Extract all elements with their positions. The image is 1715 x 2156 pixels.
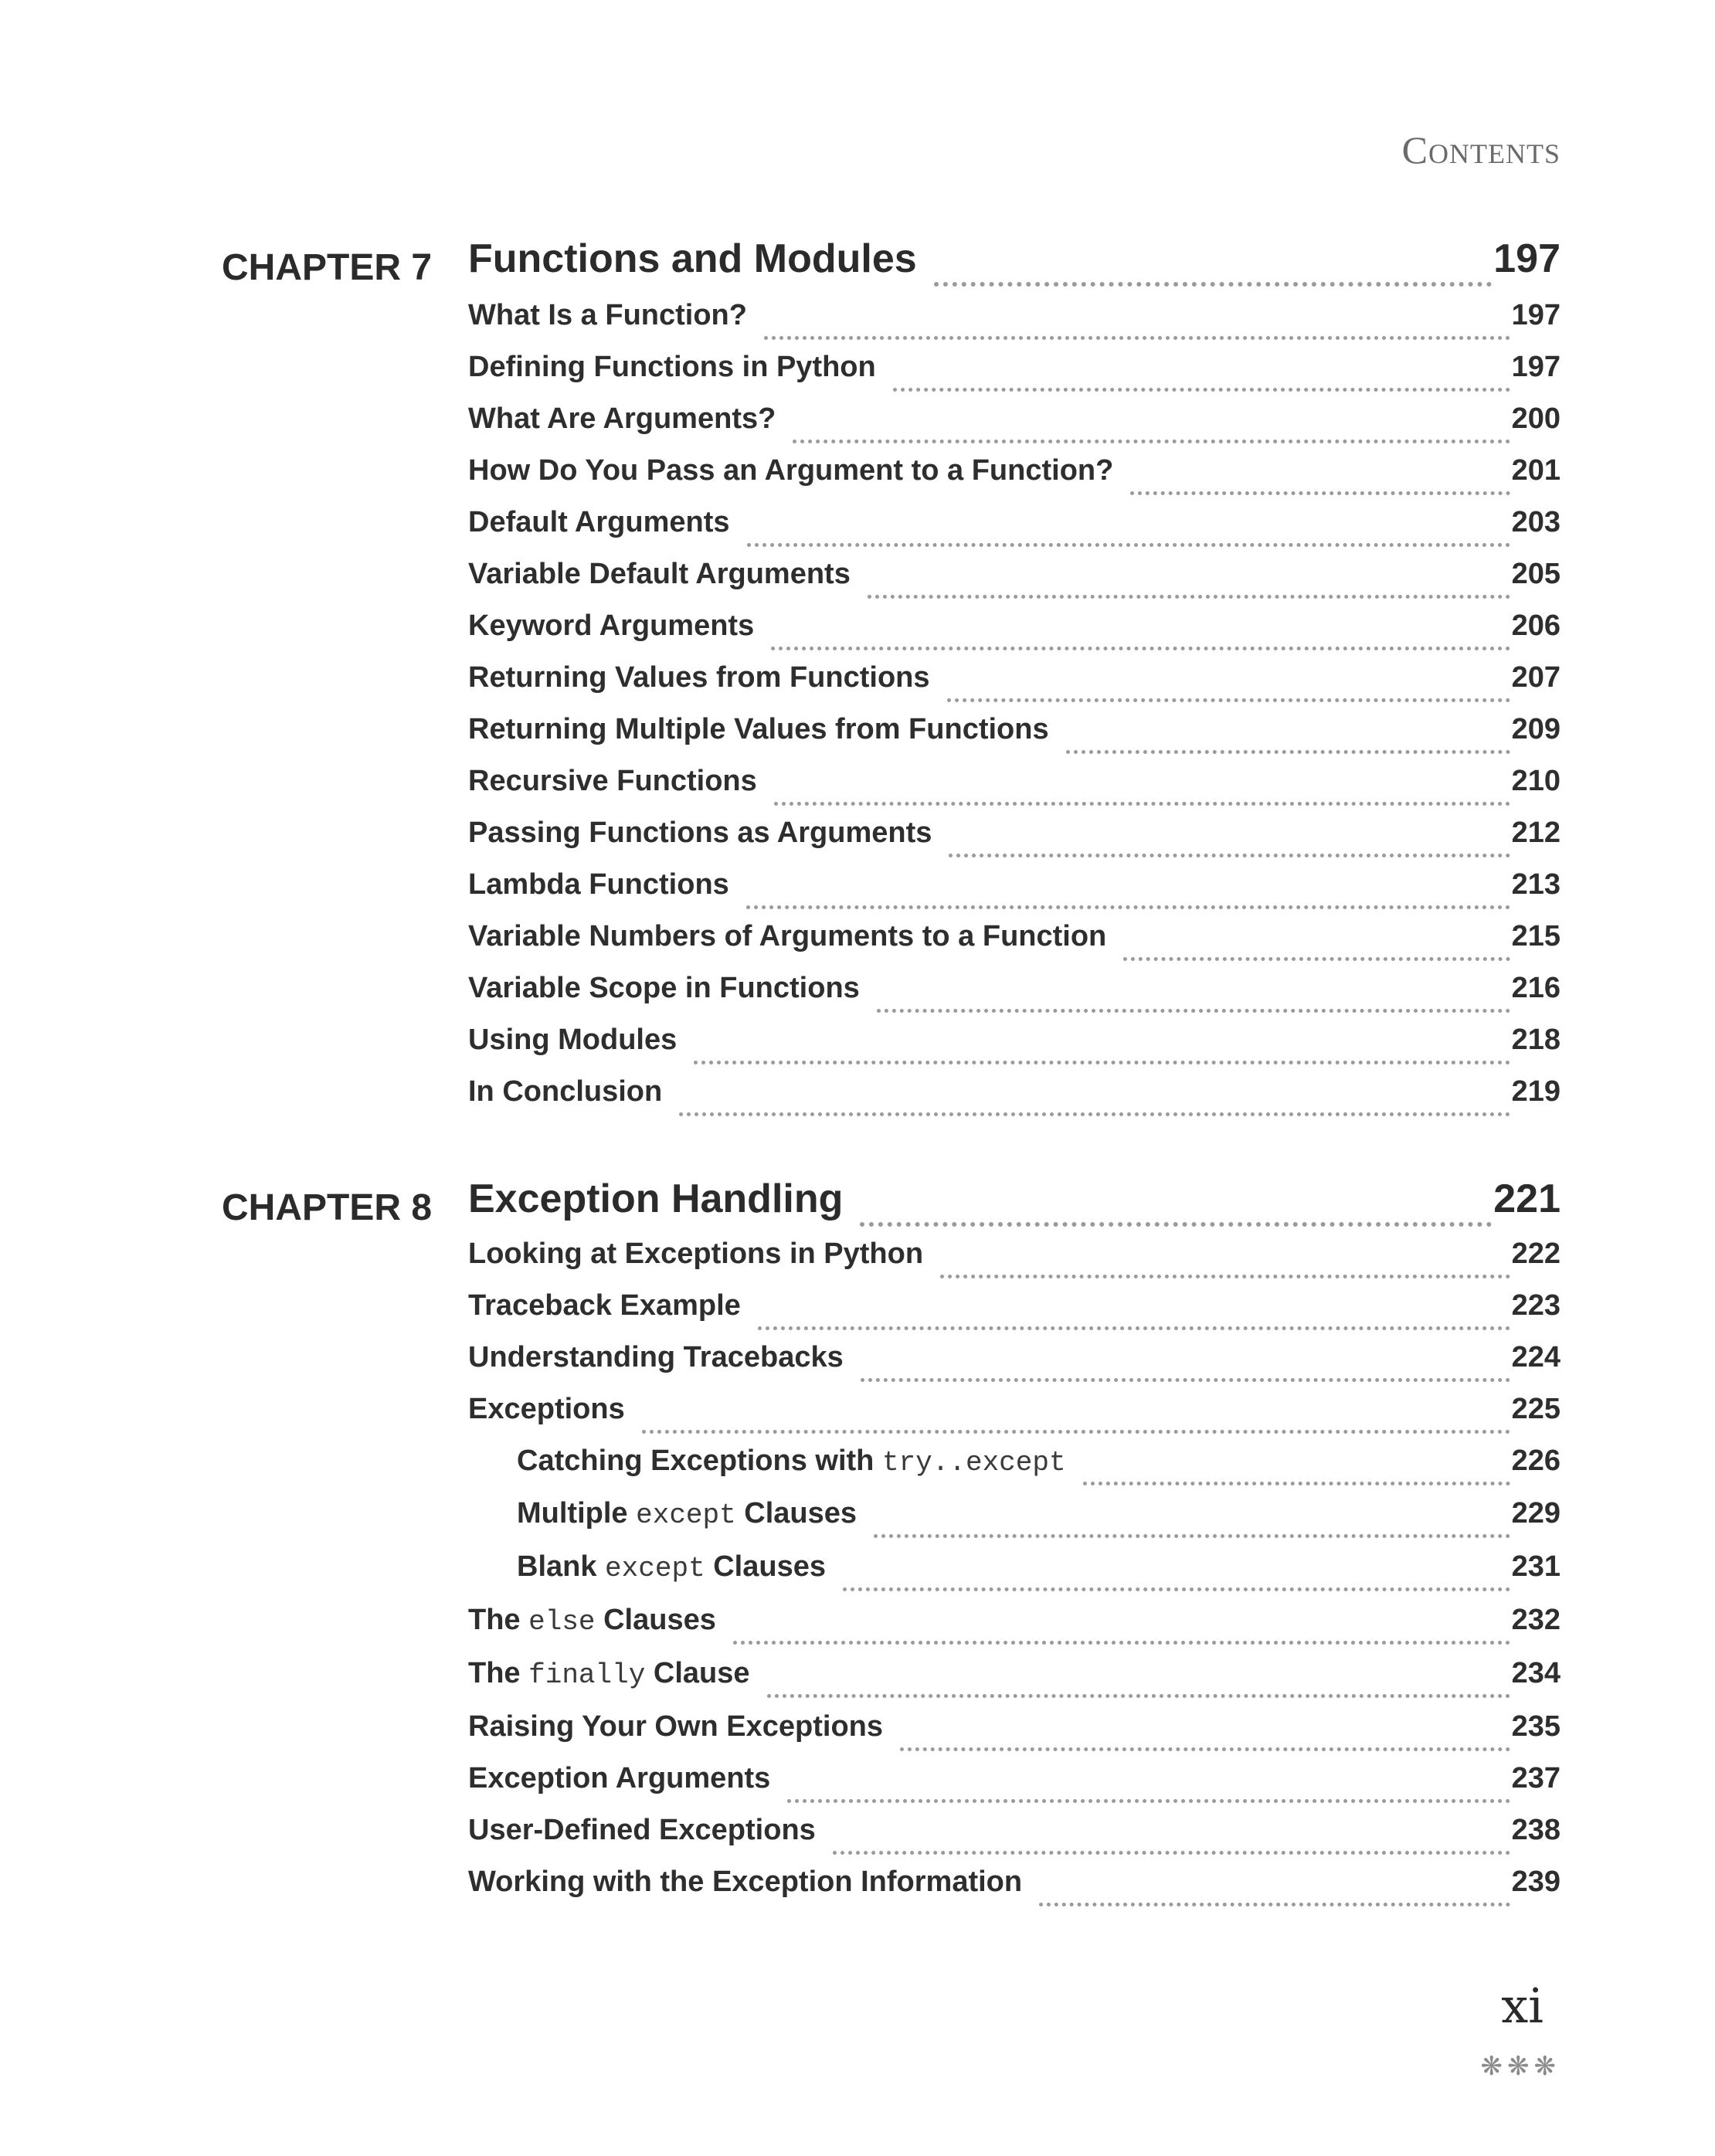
toc-entry[interactable] (468, 1341, 1560, 1393)
entry-title: Understanding Tracebacks (468, 1341, 844, 1373)
toc-subentry[interactable] (517, 1550, 1560, 1602)
entry-page: 229 (1511, 1497, 1560, 1530)
entry-title (517, 1497, 857, 1531)
entry-title-text: The (468, 1657, 529, 1689)
toc-entry[interactable] (468, 351, 1560, 402)
dot-leader (860, 1222, 1492, 1227)
dot-leader (833, 1851, 1510, 1855)
page-number: xi (1501, 1978, 1544, 2034)
entry-title: Variable Scope in Functions (468, 972, 860, 1004)
chapter-label: CHAPTER 7 (222, 247, 433, 288)
entry-title (468, 1604, 716, 1638)
entry-page: 235 (1511, 1710, 1560, 1743)
entry-title: Working with the Exception Information (468, 1866, 1023, 1898)
entry-page: 216 (1511, 972, 1560, 1004)
toc-entry[interactable] (468, 713, 1560, 765)
dot-leader (787, 1799, 1510, 1803)
entry-page: 210 (1511, 765, 1560, 797)
entry-title: Passing Functions as Arguments (468, 817, 932, 849)
dot-leader (1083, 1482, 1510, 1485)
entry-page: 234 (1511, 1657, 1560, 1689)
entry-title (517, 1550, 826, 1584)
entry-page: 219 (1511, 1075, 1560, 1108)
toc-entry[interactable] (468, 765, 1560, 817)
chapter-title: Functions and Modules (468, 236, 917, 281)
entry-page: 231 (1511, 1550, 1560, 1583)
entry-title: Returning Multiple Values from Functions (468, 713, 1049, 745)
entry-page: 232 (1511, 1604, 1560, 1636)
entry-title: Default Arguments (468, 506, 730, 538)
dot-leader (733, 1641, 1510, 1645)
entry-title-suffix: Clauses (735, 1497, 858, 1530)
toc-entry[interactable] (468, 558, 1560, 609)
entry-title: Lambda Functions (468, 868, 729, 901)
toc-subentry[interactable] (517, 1445, 1560, 1496)
entry-title: User-Defined Exceptions (468, 1814, 816, 1846)
code-keyword: except (636, 1499, 736, 1531)
entry-page: 206 (1511, 609, 1560, 642)
toc-entry[interactable] (468, 972, 1560, 1024)
toc-entry[interactable] (468, 1238, 1560, 1289)
chapter-page: 221 (1493, 1176, 1560, 1221)
entry-title: Raising Your Own Exceptions (468, 1710, 884, 1743)
chapter-heading[interactable] (468, 1176, 1560, 1241)
entry-page: 226 (1511, 1445, 1560, 1477)
toc-entry[interactable] (468, 1710, 1560, 1762)
entry-page: 200 (1511, 402, 1560, 435)
toc-entry[interactable] (468, 1762, 1560, 1814)
entry-title: What Is a Function? (468, 299, 747, 331)
dot-leader (793, 440, 1510, 443)
entry-title: What Are Arguments? (468, 402, 776, 435)
entry-title-suffix: Clauses (705, 1550, 826, 1583)
entry-page: 205 (1511, 558, 1560, 590)
entry-title (468, 1657, 750, 1691)
running-head-rest: ONTENTS (1428, 138, 1560, 169)
dot-leader (843, 1587, 1510, 1591)
dot-leader (747, 543, 1510, 547)
entry-page: 213 (1511, 868, 1560, 901)
dot-leader (1039, 1903, 1510, 1906)
entry-page: 223 (1511, 1289, 1560, 1322)
entry-page: 222 (1511, 1238, 1560, 1270)
dot-leader (1130, 491, 1510, 495)
entry-page: 197 (1511, 351, 1560, 383)
code-keyword: finally (528, 1659, 646, 1691)
chapter-title: Exception Handling (468, 1176, 844, 1221)
dot-leader (934, 282, 1493, 287)
entry-title: Recursive Functions (468, 765, 757, 797)
dot-leader (949, 854, 1510, 857)
entry-page: 197 (1511, 299, 1560, 331)
chapter-label: CHAPTER 8 (222, 1187, 433, 1228)
dot-leader (868, 595, 1510, 599)
toc-entry[interactable] (468, 1866, 1560, 1917)
dot-leader (679, 1112, 1510, 1116)
toc-entry[interactable] (468, 920, 1560, 972)
entry-title: Variable Numbers of Arguments to a Function (468, 920, 1107, 952)
code-keyword: else (528, 1606, 596, 1638)
toc-entry[interactable] (468, 1024, 1560, 1075)
entry-title: In Conclusion (468, 1075, 663, 1108)
toc-entry[interactable] (468, 661, 1560, 713)
chapter-heading[interactable] (468, 236, 1560, 300)
entry-title: Looking at Exceptions in Python (468, 1238, 924, 1270)
dot-leader (746, 905, 1510, 909)
entry-title-text: Blank (517, 1550, 606, 1583)
dot-leader (877, 1009, 1510, 1013)
dot-leader (642, 1430, 1510, 1434)
dot-leader (893, 388, 1510, 392)
entry-title: Returning Values from Functions (468, 661, 930, 694)
running-head (1402, 127, 1560, 172)
entry-title: Keyword Arguments (468, 609, 755, 642)
entry-page: 203 (1511, 506, 1560, 538)
entry-title: Using Modules (468, 1024, 678, 1056)
entry-page: 212 (1511, 817, 1560, 849)
entry-page: 224 (1511, 1341, 1560, 1373)
toc-entry[interactable] (468, 817, 1560, 868)
dot-leader (874, 1534, 1510, 1538)
entry-page: 209 (1511, 713, 1560, 745)
dot-leader (900, 1747, 1510, 1751)
toc-entry[interactable] (468, 1289, 1560, 1341)
entry-title-text: Catching Exceptions with (517, 1445, 882, 1477)
dot-leader (774, 802, 1510, 806)
toc-entry[interactable] (468, 868, 1560, 920)
entry-title-text: The (468, 1604, 529, 1636)
toc-entry[interactable] (468, 506, 1560, 558)
entry-page: 218 (1511, 1024, 1560, 1056)
entry-title: Traceback Example (468, 1289, 741, 1322)
toc-entry[interactable] (468, 1814, 1560, 1866)
toc-entry[interactable] (468, 1657, 1560, 1709)
entry-title: Exception Arguments (468, 1762, 771, 1794)
toc-entry[interactable] (468, 299, 1560, 351)
running-head-initial: C (1401, 128, 1428, 171)
toc-entry[interactable] (468, 454, 1560, 506)
entry-page: 201 (1511, 454, 1560, 487)
entry-page: 237 (1511, 1762, 1560, 1794)
entry-page: 215 (1511, 920, 1560, 952)
toc-subentry[interactable] (517, 1497, 1560, 1549)
dot-leader (861, 1378, 1510, 1382)
entry-page: 238 (1511, 1814, 1560, 1846)
dot-leader (947, 698, 1510, 702)
entry-title-suffix: Clause (645, 1657, 750, 1689)
toc-entry[interactable] (468, 1075, 1560, 1127)
entry-page: 225 (1511, 1393, 1560, 1425)
dot-leader (764, 336, 1510, 340)
dot-leader (767, 1694, 1510, 1698)
entry-title: Defining Functions in Python (468, 351, 876, 383)
code-keyword: except (605, 1553, 705, 1584)
toc-entry[interactable] (468, 1393, 1560, 1445)
entry-title-text: Multiple (517, 1497, 637, 1530)
dot-leader (1066, 750, 1510, 754)
ornament-icon: ❋❋❋ (1480, 2051, 1560, 2082)
entry-page: 239 (1511, 1866, 1560, 1898)
entry-title: Exceptions (468, 1393, 625, 1425)
dot-leader (771, 647, 1510, 650)
entry-title: How Do You Pass an Argument to a Function? (468, 454, 1114, 487)
toc-entry[interactable] (468, 402, 1560, 454)
dot-leader (940, 1275, 1510, 1278)
entry-title: Variable Default Arguments (468, 558, 851, 590)
dot-leader (694, 1061, 1510, 1064)
entry-title-suffix: Clauses (595, 1604, 716, 1636)
code-keyword: try..except (881, 1447, 1066, 1479)
chapter-page: 197 (1493, 236, 1560, 281)
entry-title (517, 1445, 1066, 1479)
dot-leader (1123, 957, 1510, 961)
toc-entry[interactable] (468, 1604, 1560, 1655)
entry-page: 207 (1511, 661, 1560, 694)
toc-entry[interactable] (468, 609, 1560, 661)
dot-leader (758, 1326, 1510, 1330)
